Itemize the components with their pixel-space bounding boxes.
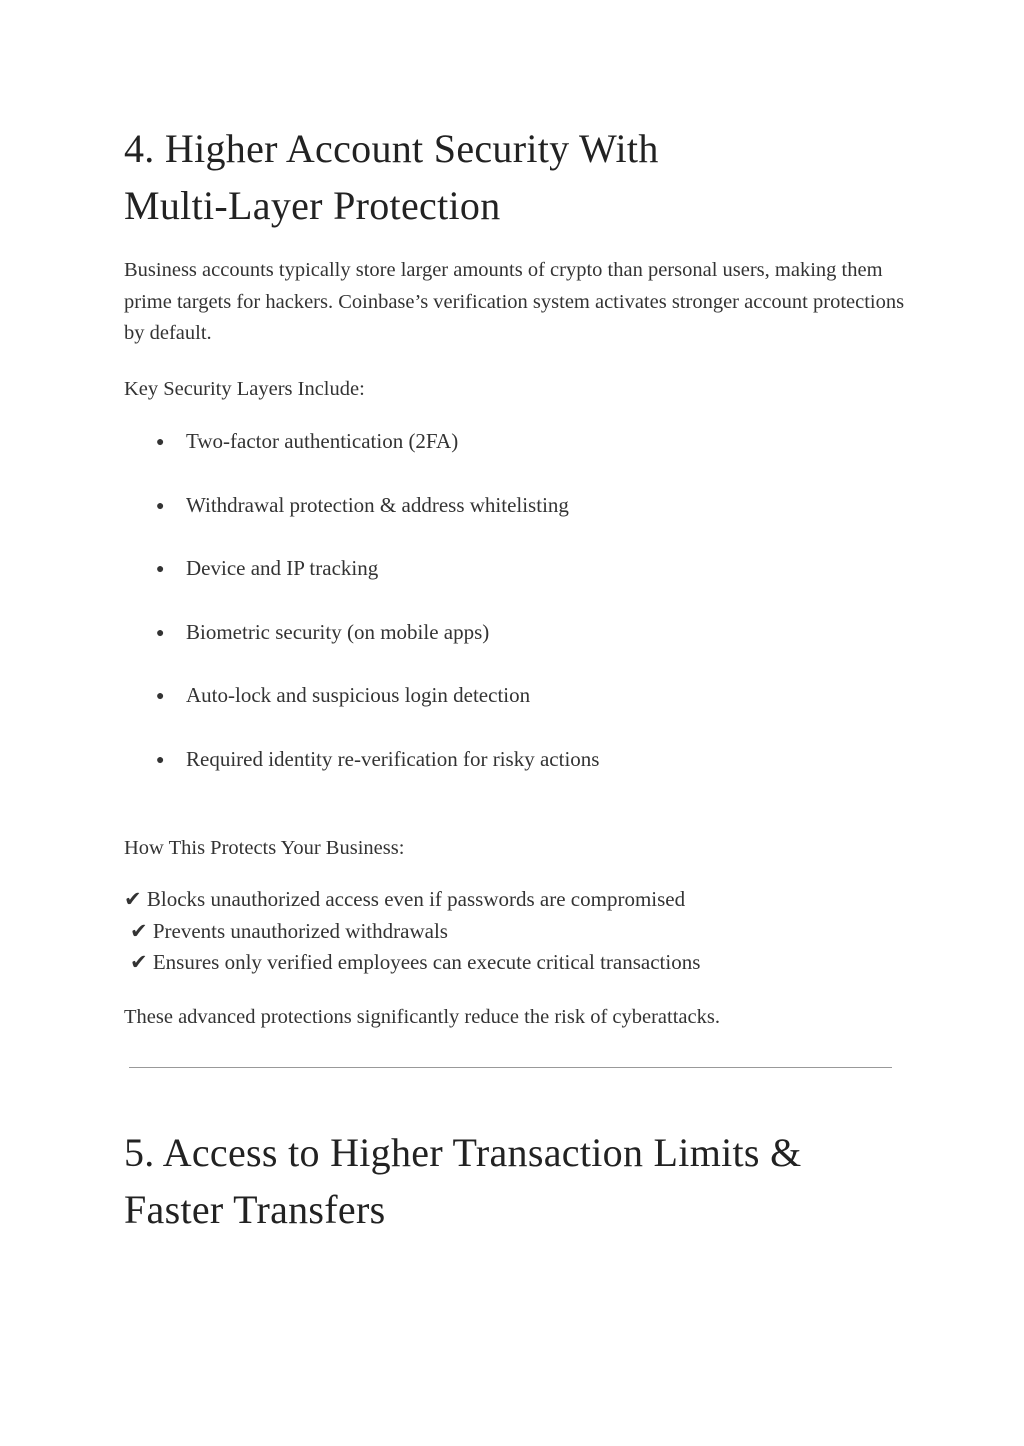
checkmark-icon: ✔ bbox=[124, 887, 142, 911]
layers-heading: Key Security Layers Include: bbox=[124, 378, 365, 400]
list-item bbox=[156, 683, 530, 708]
section-4-heading bbox=[124, 120, 659, 234]
list-item-text: Auto-lock and suspicious login detection bbox=[186, 683, 531, 707]
list-item-text: Required identity re-verification for risky actions bbox=[186, 746, 600, 771]
intro-paragraph: Business accounts typically store larger amounts of crypto than personal users, making them prime targets for hackers. Coinbase’s verification system activates stronger account protections by default. bbox=[124, 259, 905, 344]
benefit-text: Ensures only verified employees can execute critical transactions bbox=[152, 950, 701, 974]
benefit-item bbox=[124, 887, 685, 912]
bullet-icon: ● bbox=[156, 689, 165, 704]
bullet-icon: ● bbox=[156, 752, 165, 768]
heading-line: 5. Access to Higher Transaction Limits & bbox=[124, 1130, 802, 1175]
heading-line: 4. Higher Account Security With bbox=[124, 126, 659, 171]
checkmark-icon: ✔ bbox=[130, 918, 148, 943]
list-item bbox=[156, 556, 378, 581]
protects-heading: How This Protects Your Business: bbox=[124, 837, 405, 859]
list-item-text: Device and IP tracking bbox=[186, 556, 379, 580]
benefit-text: Blocks unauthorized access even if passwords are compromised bbox=[146, 887, 686, 911]
list-item-text: Two-factor authentication (2FA) bbox=[186, 429, 459, 453]
checkmark-icon: ✔ bbox=[130, 950, 148, 974]
bullet-icon: ● bbox=[156, 498, 165, 514]
heading-line: Faster Transfers bbox=[124, 1187, 386, 1232]
list-item bbox=[156, 620, 489, 645]
list-item-text: Withdrawal protection & address whitelisting bbox=[186, 492, 569, 517]
list-item bbox=[156, 429, 458, 454]
benefit-item bbox=[130, 950, 700, 975]
bullet-icon: ● bbox=[156, 435, 165, 450]
bullet-icon: ● bbox=[156, 625, 165, 641]
list-item bbox=[156, 493, 569, 518]
list-item bbox=[156, 747, 599, 772]
bullet-icon: ● bbox=[156, 562, 165, 577]
heading-line: Multi-Layer Protection bbox=[124, 183, 501, 228]
benefit-text: Prevents unauthorized withdrawals bbox=[152, 918, 448, 943]
list-item-text: Biometric security (on mobile apps) bbox=[186, 619, 490, 644]
section-5-heading bbox=[124, 1124, 802, 1238]
benefit-item bbox=[130, 919, 448, 944]
conclusion-paragraph: These advanced protections significantly reduce the risk of cyberattacks. bbox=[124, 1006, 720, 1028]
divider bbox=[129, 1067, 892, 1068]
